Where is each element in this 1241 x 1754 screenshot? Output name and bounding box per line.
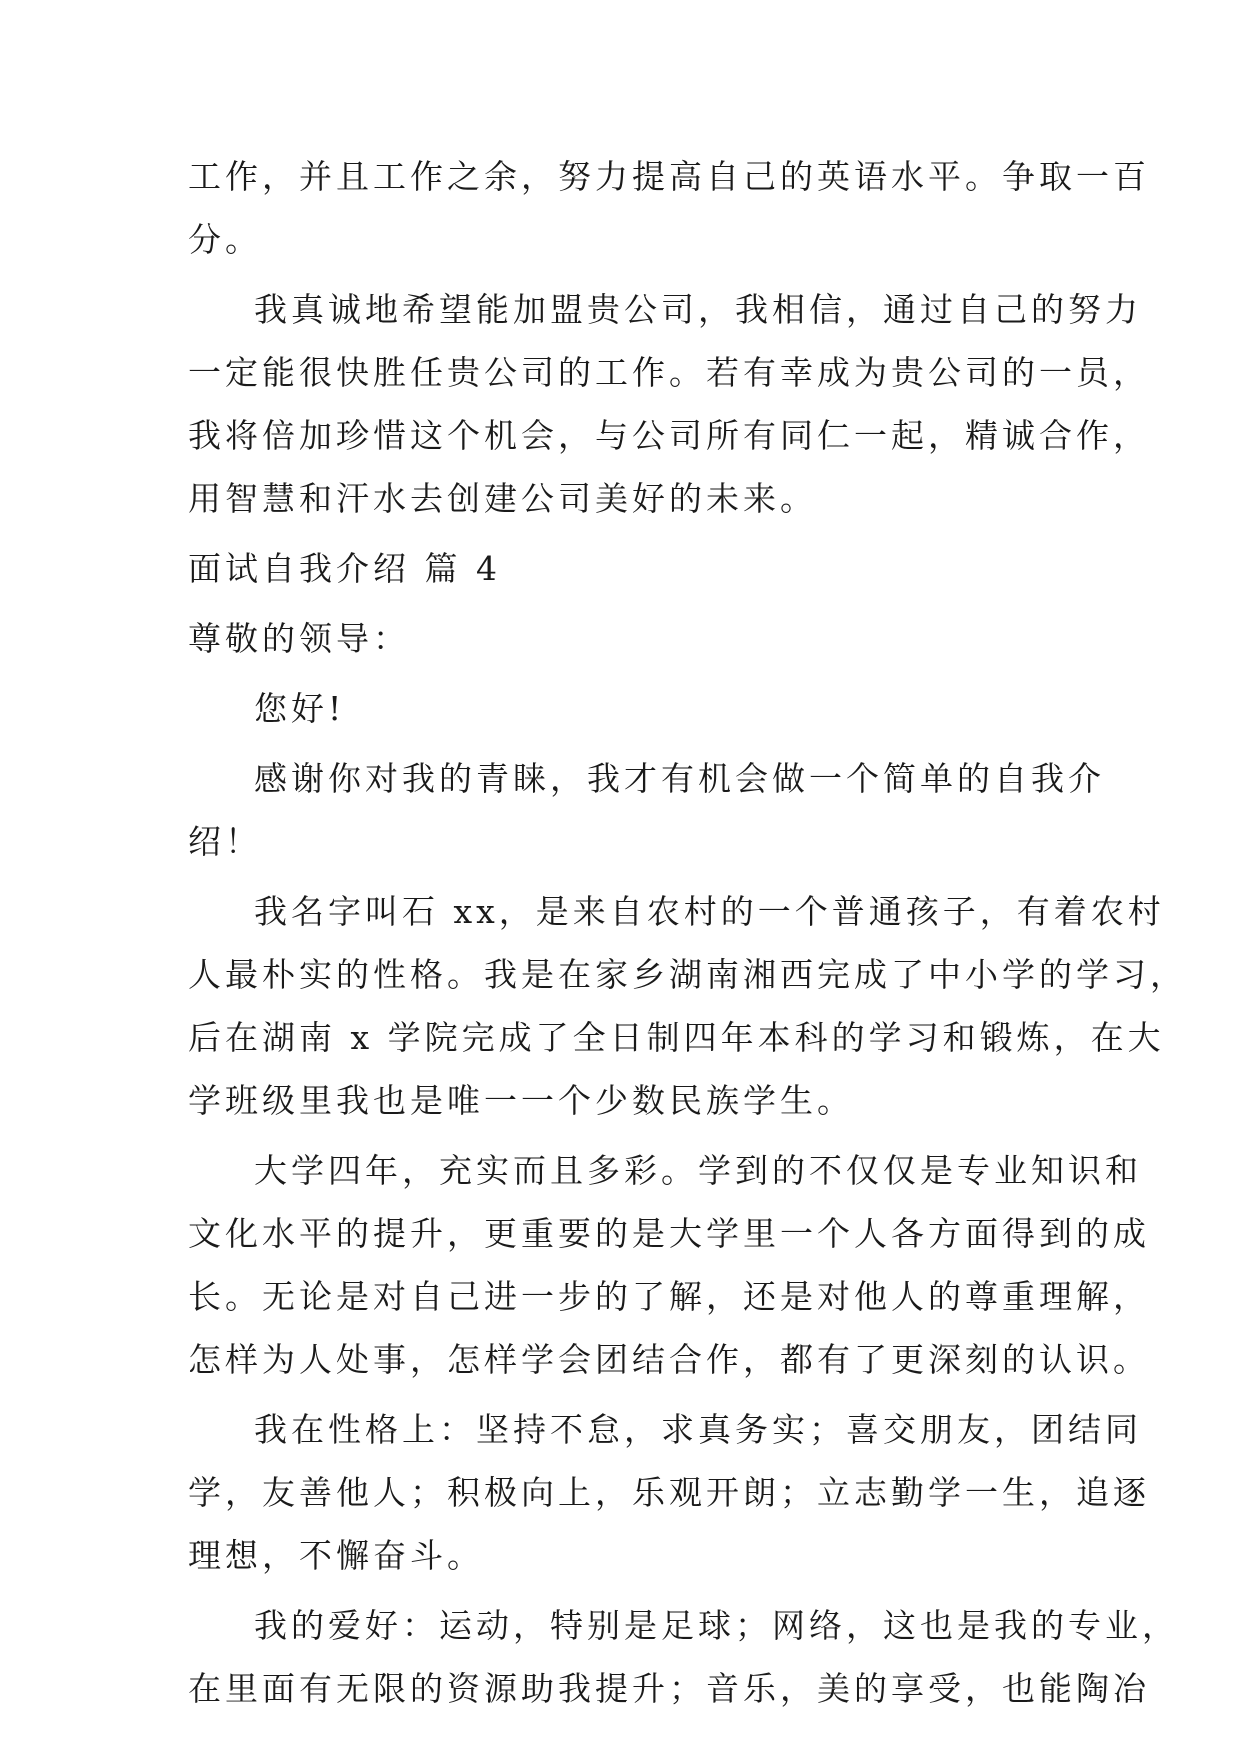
text-line: 学，友善他人；积极向上，乐观开朗；立志勤学一生，追逐 [188,1473,1150,1512]
text-line: 理想，不懈奋斗。 [188,1536,484,1575]
text-line: 我将倍加珍惜这个机会，与公司所有同仁一起，精诚合作， [188,416,1150,455]
text-line: 学班级里我也是唯一一个少数民族学生。 [188,1081,854,1120]
text-line: 分。 [188,220,262,259]
text-line: 工作，并且工作之余，努力提高自己的英语水平。争取一百 [188,157,1150,196]
text-line: 怎样为人处事，怎样学会团结合作，都有了更深刻的认识。 [188,1340,1150,1379]
text-line: 我的爱好：运动，特别是足球；网络，这也是我的专业， [254,1606,1179,1645]
text-line: 用智慧和汗水去创建公司美好的未来。 [188,479,817,518]
text-line: 我名字叫石 xx，是来自农村的一个普通孩子，有着农村 [254,892,1165,931]
text-line: 后在湖南 x 学院完成了全日制四年本科的学习和锻炼，在大 [188,1018,1165,1057]
document-body [188,157,1187,1708]
text-line: 我真诚地希望能加盟贵公司，我相信，通过自己的努力 [254,290,1142,329]
text-line: 在里面有无限的资源助我提升；音乐，美的享受，也能陶冶 [188,1669,1150,1708]
text-line: 绍！ [188,822,262,861]
section-heading: 面试自我介绍 篇 4 [188,549,501,588]
greeting: 您好! [254,689,346,728]
text-line: 我在性格上：坚持不怠，求真务实；喜交朋友，团结同 [254,1410,1142,1449]
text-line: 大学四年，充实而且多彩。学到的不仅仅是专业知识和 [254,1151,1142,1190]
salutation: 尊敬的领导： [188,619,410,658]
text-line: 人最朴实的性格。我是在家乡湖南湘西完成了中小学的学习， [188,955,1187,994]
text-line: 文化水平的提升，更重要的是大学里一个人各方面得到的成 [188,1214,1150,1253]
text-line: 感谢你对我的青睐，我才有机会做一个简单的自我介 [254,759,1105,798]
text-line: 长。无论是对自己进一步的了解，还是对他人的尊重理解， [188,1277,1150,1316]
text-line: 一定能很快胜任贵公司的工作。若有幸成为贵公司的一员， [188,353,1150,392]
